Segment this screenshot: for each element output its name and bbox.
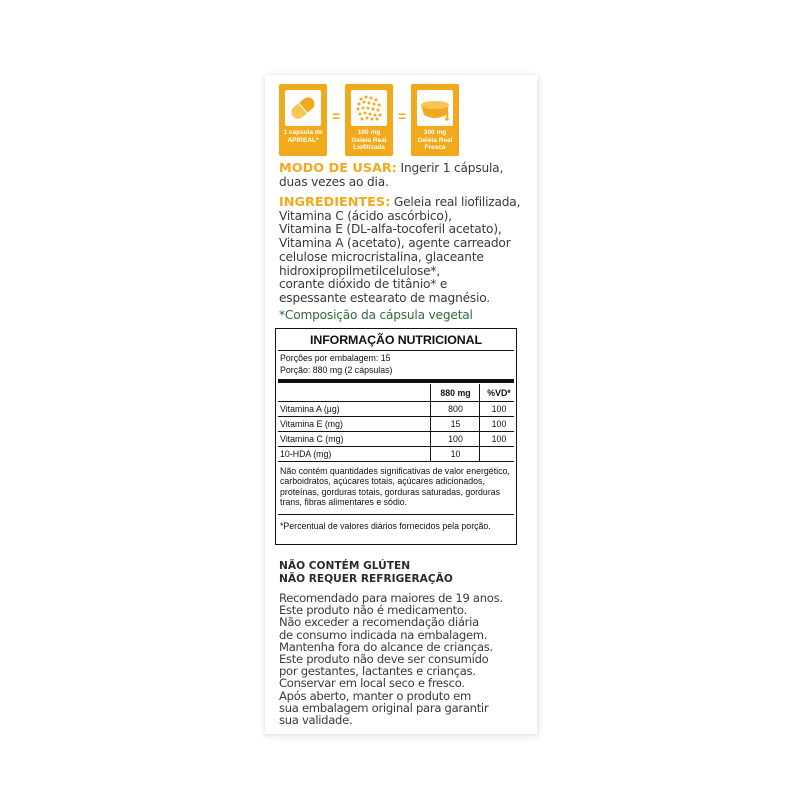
capsule-caption-2: APIREAL* [287, 136, 319, 144]
row-name: Vitamina A (µg) [280, 404, 340, 414]
servings-per-pack: Porções por embalagem: 15 [280, 353, 391, 363]
capsule-icon [285, 90, 321, 126]
warning-line: Conservar em local seco e fresco. [279, 676, 465, 691]
nutrition-note-line: Não contém quantidades significativas de valor energético, [280, 466, 510, 476]
row-vd: 100 [491, 404, 507, 414]
row-vd: 100 [491, 434, 507, 444]
ingredients-line-8: espessante estearato de magnésio. [279, 290, 490, 305]
warning-line: Após aberto, manter o produto em [279, 688, 471, 703]
ingredients-line-6: hidroxipropilmetilcelulose*, [279, 263, 441, 278]
title-rule [278, 350, 514, 351]
row-amount: 10 [450, 449, 461, 459]
nutrition-footnote: *Percentual de valores diários fornecidos pela porção. [280, 521, 491, 531]
fresh-royal-jelly-bowl-icon [417, 90, 453, 126]
fresh-caption-3: Fresca [424, 144, 446, 151]
fresh-jelly-tile [411, 84, 459, 156]
warning-line: de consumo indicada na embalagem. [279, 627, 488, 642]
equals-sign: = [332, 108, 341, 124]
row-name: Vitamina C (mg) [280, 434, 344, 444]
usage-instructions [279, 162, 524, 189]
warning-line: sua embalagem original para garantir [279, 700, 489, 715]
ingredients-line-4: Vitamina A (acetato), agente carreador [279, 236, 511, 251]
equals-sign-2: = [398, 108, 407, 124]
row-amount: 100 [448, 434, 463, 444]
footnote-rule [278, 514, 514, 515]
column-divider [479, 384, 480, 462]
powder-caption-3: Liofilizada [353, 144, 385, 151]
capsule-tile [279, 84, 327, 156]
fresh-caption-1: 300 mg [423, 129, 447, 136]
freeze-dried-powder-icon [351, 90, 387, 126]
warning-line: Este produto não deve ser consumido [279, 652, 489, 667]
usage-line-1: Ingerir 1 cápsula, [396, 161, 504, 175]
capsule-composition-note: *Composição da cápsula vegetal [279, 307, 473, 322]
col-vd-header: %VD* [487, 388, 511, 398]
nutrition-title: INFORMAÇÃO NUTRICIONAL [310, 333, 482, 347]
row-amount: 15 [450, 419, 461, 429]
nutrition-note [280, 466, 512, 507]
product-claims [279, 560, 453, 585]
col-amount-header: 880 mg [440, 388, 471, 398]
warnings-text [279, 592, 529, 726]
ingredients-line-7: corante dióxido de titânio* e [279, 277, 448, 292]
row-name: 10-HDA (mg) [280, 449, 332, 459]
ingredients-line-1: Geleia real liofilizada, [390, 195, 521, 209]
nutrition-note-line: proteínas, gorduras totais, gorduras saturadas, gorduras [280, 486, 501, 497]
usage-line-2: duas vezes ao dia. [279, 174, 389, 189]
warning-line: por gestantes, lactantes e crianças. [279, 664, 476, 679]
nutrition-facts-table [275, 328, 517, 545]
ingredients-line-5: celulose microcristalina, glaceante [279, 249, 484, 264]
row-vd: 100 [491, 419, 507, 429]
nutrition-note-line: carboidratos, açúcares totais, açúcares adicionados, [280, 476, 485, 487]
row-name: Vitamina E (mg) [280, 419, 343, 429]
ingredients-line-3: Vitamina E (DL-alfa-tocoferil acetato), [279, 222, 502, 237]
warning-line: Mantenha fora do alcance de crianças. [279, 639, 493, 654]
fresh-caption-2: Geleia Real [417, 136, 453, 144]
thick-rule [278, 379, 514, 383]
no-refrigeration-claim: NÃO REQUER REFRIGERAÇÃO [279, 572, 453, 585]
powder-caption-1: 100 mg [357, 129, 381, 136]
warning-line: Não exceder a recomendação diária [279, 615, 479, 630]
ingredients-list [279, 196, 524, 322]
ingredients-label: INGREDIENTES: [279, 195, 391, 210]
serving-size: Porção: 880 mg (2 cápsulas) [280, 365, 393, 375]
capsule-caption-1: 1 cápsula de [283, 129, 323, 136]
warning-line: Recomendado para maiores de 19 anos. [279, 591, 503, 605]
powder-caption-2: Geleia Real [351, 136, 387, 144]
warning-line: Este produto não é medicamento. [279, 603, 467, 618]
gluten-free-claim: NÃO CONTÉM GLÚTEN [279, 560, 411, 572]
ingredients-line-2: Vitamina C (ácido ascórbico), [279, 208, 452, 223]
usage-label: MODO DE USAR: [279, 161, 397, 176]
warning-line: sua validade. [279, 713, 353, 728]
nutrition-note-line: trans, fibras alimentares e sódio. [280, 496, 408, 507]
column-divider [430, 384, 431, 462]
row-amount: 800 [448, 404, 463, 414]
freeze-dried-tile [345, 84, 393, 156]
